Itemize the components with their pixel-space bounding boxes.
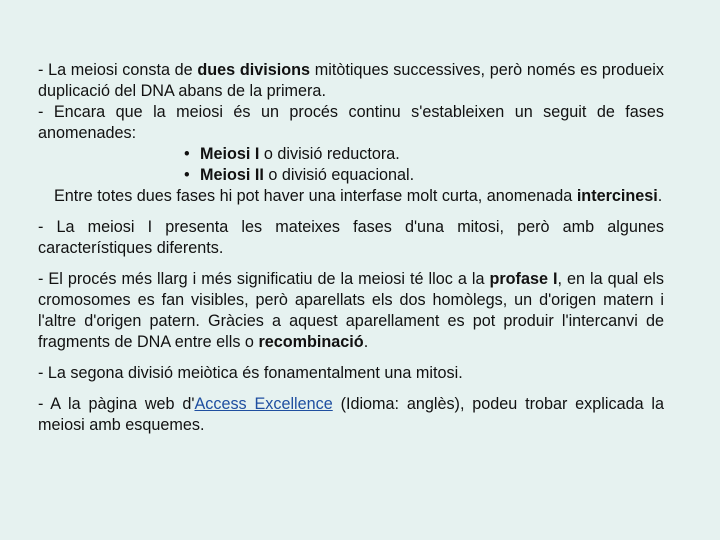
paragraph-intercinesi (38, 186, 664, 207)
bold-term: Meiosi I (200, 145, 260, 163)
paragraph-meiosi-1: - La meiosi I presenta les mateixes fases d'una mitosi, però amb algunes característiques diferents. (38, 218, 664, 257)
paragraph-fases: - Encara que la meiosi és un procés continu s'estableixen un seguit de fases anomenades: (38, 103, 664, 142)
text: - El procés més llarg i més significatiu de la meiosi té lloc a la (38, 270, 490, 288)
bold-term: Meiosi II (200, 166, 264, 184)
bold-term: dues divisions (197, 61, 311, 79)
text: o divisió reductora. (259, 145, 400, 163)
bold-term: intercinesi (576, 187, 658, 205)
text: - A la pàgina web d' (38, 395, 195, 413)
list-item-meiosi-2 (184, 165, 664, 186)
text: Entre totes dues fases hi pot haver una interfase molt curta, anomenada (54, 187, 577, 205)
text: (Idioma: anglès), podeu trobar explicada la meiosi amb esquemes. (38, 395, 664, 434)
bold-term: profase I (489, 270, 558, 288)
text-body (38, 60, 664, 436)
text: . (657, 187, 663, 205)
bold-term: recombinació (258, 333, 364, 351)
text: o divisió equacional. (263, 166, 415, 184)
paragraph-profase (38, 269, 664, 353)
text: . (363, 333, 369, 351)
phase-list (38, 144, 664, 186)
access-excellence-link[interactable]: Access Excellence (194, 395, 333, 413)
list-item-meiosi-1 (184, 144, 664, 165)
paragraph-segona-divisio: - La segona divisió meiòtica és fonamentalment una mitosi. (38, 364, 463, 382)
text: , en la qual els cromosomes es fan visibles, però aparellats els dos homòlegs, un d'origen matern i l'altre d'origen patern. Gràcies a aquest aparellament es pot produir l'intercanvi de fragments de DNA entre ells o (38, 270, 664, 351)
paragraph-access-excellence (38, 394, 664, 436)
paragraph-dues-divisions (38, 60, 664, 102)
text: - La meiosi consta de (38, 61, 198, 79)
text: mitòtiques successives, però només es produeix duplicació del DNA abans de la primera. (38, 61, 664, 100)
